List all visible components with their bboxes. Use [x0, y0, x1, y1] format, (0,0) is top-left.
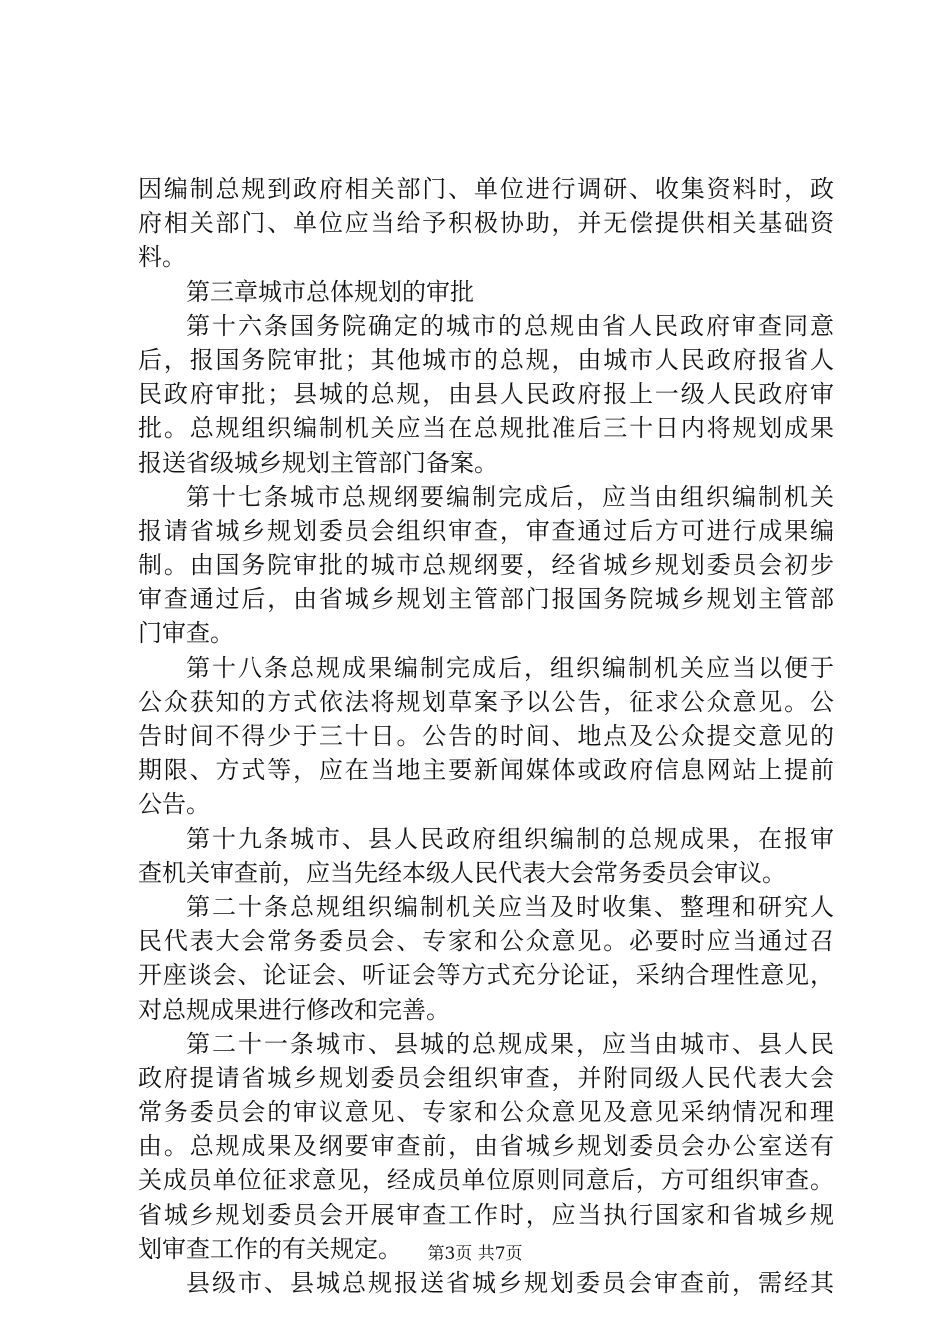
text-line: 门审查。 — [138, 619, 234, 648]
text-line: 县级市、县城总规报送省城乡规划委员会审查前，需经其 — [186, 1269, 834, 1297]
text-line: 告时间不得少于三十日。公告的时间、地点及公众提交意见的 — [138, 722, 834, 750]
text-line: 因编制总规到政府相关部门、单位进行调研、收集资料时，政 — [138, 175, 834, 203]
text-line: 期限、方式等，应在当地主要新闻媒体或政府信息网站上提前 — [138, 756, 834, 785]
text-line: 查机关审查前，应当先经本级人民代表大会常务委员会审议。 — [138, 858, 786, 887]
text-line: 民政府审批；县城的总规，由县人民政府报上一级人民政府审 — [138, 380, 834, 409]
text-line: 由。总规成果及纲要审查前，由省城乡规划委员会办公室送有 — [138, 1132, 834, 1161]
text-line: 料。 — [138, 243, 186, 272]
text-line: 对总规成果进行修改和完善。 — [138, 995, 450, 1024]
text-line: 民代表大会常务委员会、专家和公众意见。必要时应当通过召 — [138, 927, 834, 956]
text-line: 制。由国务院审批的城市总规纲要，经省城乡规划委员会初步 — [138, 551, 834, 580]
text-line: 政府提请省城乡规划委员会组织审查，并附同级人民代表大会 — [138, 1063, 834, 1092]
text-line: 第十八条总规成果编制完成后，组织编制机关应当以便于 — [186, 653, 834, 682]
text-line: 审查通过后，由省城乡规划主管部门报国务院城乡规划主管部 — [138, 585, 834, 614]
text-line: 常务委员会的审议意见、专家和公众意见及意见采纳情况和理 — [138, 1098, 834, 1127]
text-line: 关成员单位征求意见，经成员单位原则同意后，方可组织审查。 — [138, 1166, 834, 1195]
text-line: 第十九条城市、县人民政府组织编制的总规成果，在报审 — [186, 824, 834, 853]
text-line: 公告。 — [138, 790, 210, 819]
text-line: 后，报国务院审批；其他城市的总规，由城市人民政府报省人 — [138, 345, 834, 374]
text-line: 省城乡规划委员会开展审查工作时，应当执行国家和省城乡规 — [138, 1200, 834, 1229]
page-number: 第3页 共7页 — [427, 1244, 523, 1264]
text-line: 第二十条总规组织编制机关应当及时收集、整理和研究人 — [186, 892, 834, 921]
text-line: 开座谈会、论证会、听证会等方式充分论证，采纳合理性意见， — [138, 961, 834, 990]
text-line: 划审查工作的有关规定。 — [138, 1234, 402, 1263]
text-line: 府相关部门、单位应当给予积极协助，并无偿提供相关基础资 — [138, 209, 834, 238]
chapter-heading: 第三章城市总体规划的审批 — [186, 277, 474, 306]
text-line: 批。总规组织编制机关应当在总规批准后三十日内将规划成果 — [138, 414, 834, 443]
document-body — [138, 172, 834, 1300]
text-line: 报请省城乡规划委员会组织审查，审查通过后方可进行成果编 — [138, 516, 834, 545]
text-line: 报送省级城乡规划主管部门备案。 — [138, 448, 498, 477]
text-line: 第十六条国务院确定的城市的总规由省人民政府审查同意 — [186, 311, 834, 340]
text-line: 公众获知的方式依法将规划草案予以公告，征求公众意见。公 — [138, 687, 834, 716]
text-line: 第十七条城市总规纲要编制完成后，应当由组织编制机关 — [186, 482, 834, 511]
text-line: 第二十一条城市、县城的总规成果，应当由城市、县人民 — [186, 1029, 834, 1058]
